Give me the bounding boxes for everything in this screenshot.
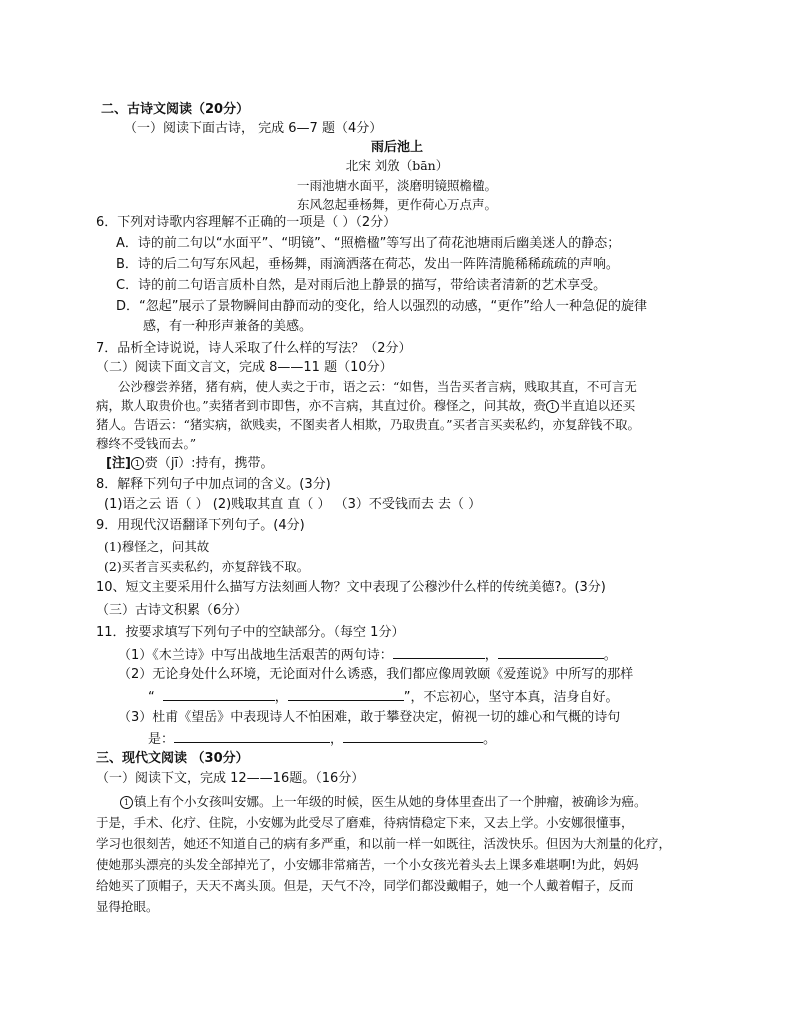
paragraph-number: 1 (120, 796, 133, 809)
question-11-item-1 (118, 644, 617, 666)
question-11-item-3-lead: 是： (148, 732, 175, 747)
question-6-option-c: C．诗的前二句语言质朴自然，是对雨后池上静景的描写，带给读者清新的艺术享受。 (116, 278, 607, 293)
open-quote: “ (148, 690, 155, 705)
question-11-item-2-tail: ”，不忘初心，坚守本真，洁身自好。 (403, 690, 619, 705)
annotation-marker: 1 (131, 457, 144, 470)
period: 。 (603, 648, 617, 663)
question-6-option-a: A．诗的前二句以“水面平”、“明镜”、“照檐楹”等写出了荷花池塘雨后幽美迷人的静态； (116, 236, 621, 251)
question-9: 9．用现代汉语翻译下列句子。(4分) (96, 518, 305, 533)
answer-blank[interactable] (393, 644, 485, 659)
paragraph-line-5: 给她买了顶帽子，天天不离头顶。但是，天气不冷，同学们都没戴帽子，她一个人戴着帽子，反而 (96, 878, 634, 893)
prose-line-2 (96, 396, 635, 416)
comma: ， (330, 732, 344, 747)
footnote-marker: 1 (546, 400, 559, 413)
section-title-classical: 二、古诗文阅读（20分） (101, 102, 250, 117)
question-8-items: (1)语之云 语（ ） (2)贱取其直 直（ ） （3）不受钱而去 去（ ） (104, 497, 482, 512)
question-6: 6．下列对诗歌内容理解不正确的一项是（ ）（2分） (96, 215, 397, 230)
question-11-item-2-blanks (148, 686, 619, 708)
paragraph-line-6: 显得抢眼。 (96, 899, 159, 914)
question-11: 11．按要求填写下列句子中的空缺部分。（每空 1分） (96, 625, 405, 640)
question-10: 10、短文主要采用什么描写方法刻画人物？文中表现了公穆沙什么样的传统美德?。(3分) (96, 580, 606, 595)
annotation (106, 454, 274, 474)
prose-line-2-text-a: 病，欺人取贵价也。”卖猪者到市即售，亦不言病，其直过价。穆怪之，问其故，赍 (96, 398, 547, 413)
prose-line-1: 公沙穆尝养猪，猪有病，使人卖之于市，语之云：“如售，当告买者言病，贱取其直，不可言无 (118, 379, 637, 394)
paragraph-line-3: 学习也很刻苦，她还不知道自己的病有多严重，和以前一样一如既往，活泼快乐。但因为大剂量的化疗， (96, 836, 672, 851)
part-header-modern: （一）阅读下文，完成 12——16题。（16分） (96, 771, 365, 786)
prose-line-2-text-b: 半直追以还买 (560, 398, 636, 413)
paragraph-line-1 (120, 792, 647, 812)
poem-line-2: 东风忽起垂杨舞，更作荷心万点声。 (296, 197, 497, 212)
comma: ， (484, 648, 498, 663)
question-11-item-3-blanks (148, 728, 496, 750)
period: 。 (483, 732, 497, 747)
prose-line-3: 猪人。告语云：“猪实病，欲贱卖，不图卖者人相欺，乃取贵直。”买者言买卖私约，亦复辞钱不取。 (96, 417, 641, 432)
answer-blank[interactable] (174, 728, 330, 743)
annotation-text: 赍（jī）:持有，携带。 (144, 456, 274, 471)
poem-line-1: 一雨池塘水面平，淡磨明镜照檐楹。 (296, 178, 497, 193)
answer-blank[interactable] (288, 686, 404, 701)
answer-blank[interactable] (498, 644, 604, 659)
paragraph-line-1-text: 镇上有个小女孩叫安娜。上一年级的时候，医生从她的身体里查出了一个肿瘤，被确诊为癌。 (134, 794, 647, 809)
part-header-accumulation: （三）古诗文积累（6分） (96, 603, 248, 618)
section-title-modern: 三、现代文阅读 （30分） (96, 751, 249, 766)
question-6-option-b: B．诗的后二句写东风起，垂杨舞，雨滴洒落在荷芯，发出一阵阵清脆稀稀疏疏的声响。 (116, 257, 619, 272)
question-8: 8．解释下列句子中加点词的含义。(3分) (96, 477, 331, 492)
question-6-option-d: D．“忽起”展示了景物瞬间由静而动的变化，给人以强烈的动感，“更作”给人一种急促的旋律 (116, 299, 647, 314)
question-11-item-1-text: （1）《木兰诗》中写出战地生活艰苦的两句诗： (118, 648, 393, 663)
paragraph-line-4: 使她那头漂亮的头发全部掉光了，小安娜非常痛苦，一个小女孩光着头去上课多难堪啊!为此，妈妈 (96, 857, 639, 872)
question-11-item-3: （3）杜甫《望岳》中表现诗人不怕困难，敢于攀登决定，俯视一切的雄心和气概的诗句 (118, 710, 621, 725)
poem-author: 北宋 刘攽（bān） (345, 158, 449, 173)
part-header-poem: （一）阅读下面古诗， 完成 6—7 题（4分） (124, 121, 383, 136)
prose-line-4: 穆终不受钱而去。” (96, 436, 197, 451)
answer-blank[interactable] (343, 728, 483, 743)
comma: ， (274, 690, 288, 705)
question-7: 7．品析全诗说说，诗人采取了什么样的写法？（2分） (96, 341, 412, 356)
part-header-classical-prose: （二）阅读下面文言文，完成 8——11 题（10分） (96, 360, 393, 375)
question-9-item-1: (1)穆怪之，问其故 (104, 539, 210, 554)
question-6-option-d-cont: 感，有一种形声兼备的美感。 (143, 319, 313, 334)
answer-blank[interactable] (163, 686, 275, 701)
question-11-item-2: （2）无论身处什么环境，无论面对什么诱惑，我们都应像周敦颐《爱莲说》中所写的那样 (118, 667, 634, 682)
paragraph-line-2: 于是，手术、化疗、住院，小安娜为此受尽了磨难，待病情稳定下来，又去上学。小安娜很懂事， (96, 815, 634, 830)
poem-title: 雨后池上 (370, 140, 423, 155)
question-9-item-2: (2)买者言买卖私约，亦复辞钱不取。 (104, 559, 310, 574)
annotation-label: [注] (106, 456, 131, 471)
